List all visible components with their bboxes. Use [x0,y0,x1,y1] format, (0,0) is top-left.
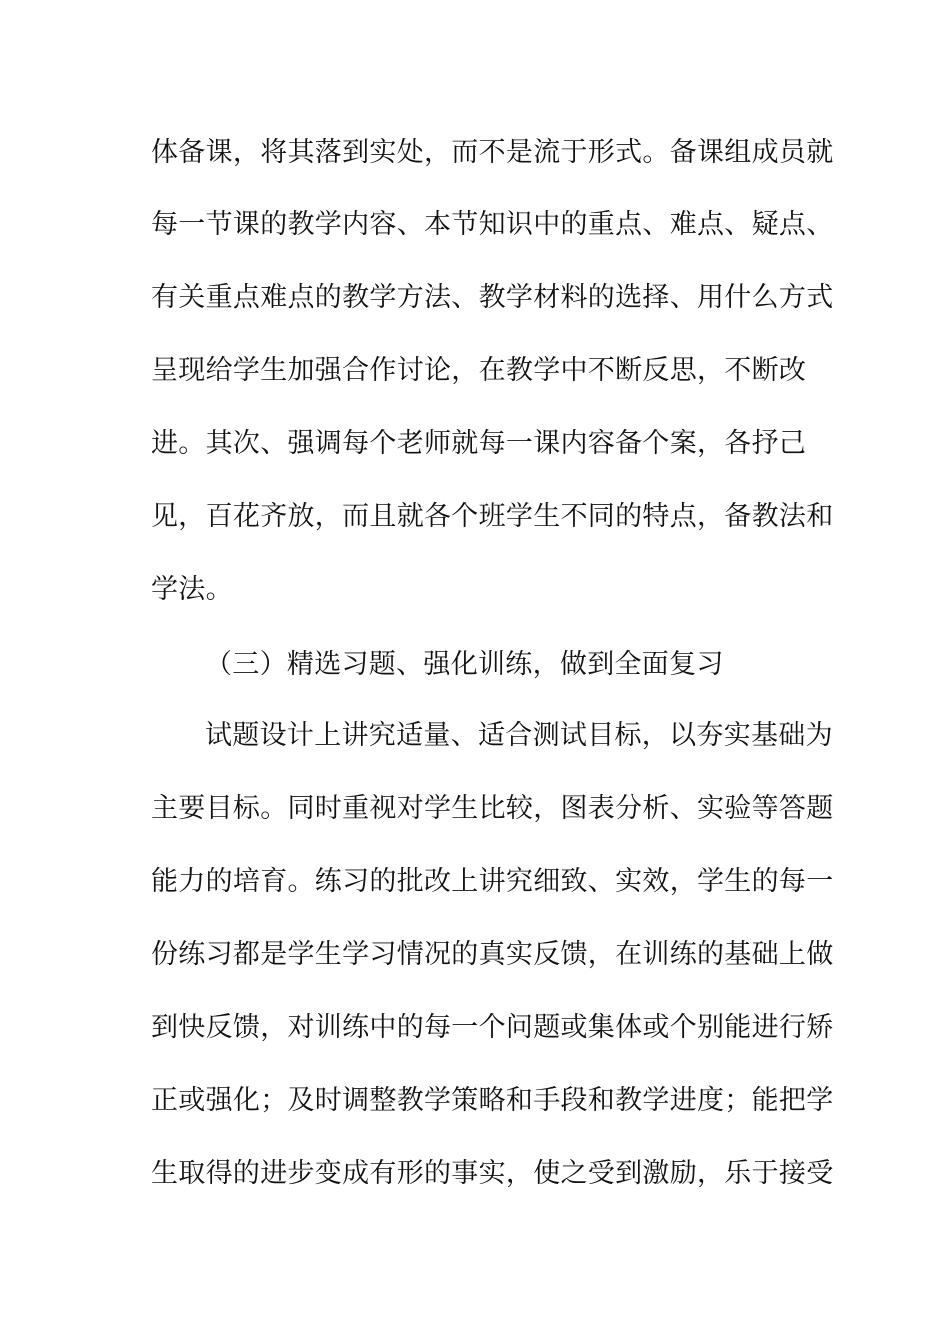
paragraph-line: 试题设计上讲究适量、适合测试目标，以夯实基础为 [205,720,833,751]
paragraph-line: 主要目标。同时重视对学生比较，图表分析、实验等答题 [151,793,834,824]
paragraph-line: 份练习都是学生学习情况的真实反馈，在训练的基础上做 [151,939,834,970]
paragraph-line: 学法。 [151,574,233,605]
paragraph-line: 呈现给学生加强合作讨论，在教学中不断反思，不断改 [151,355,807,386]
paragraph-line: 进。其次、强调每个老师就每一课内容备个案，各抒己 [151,428,807,459]
section-heading: （三）精选习题、强化训练，做到全面复习 [205,649,724,680]
paragraph-line: 生取得的进步变成有形的事实，使之受到激励，乐于接受 [151,1158,834,1189]
paragraph-line: 到快反馈，对训练中的每一个问题或集体或个别能进行矫 [151,1012,834,1043]
paragraph-line: 体备课，将其落到实处，而不是流于形式。备课组成员就 [151,137,834,168]
paragraph-line: 见，百花齐放，而且就各个班学生不同的特点，备教法和 [151,501,834,532]
paragraph-line: 有关重点难点的教学方法、教学材料的选择、用什么方式 [151,282,834,313]
paragraph-line: 能力的培育。练习的批改上讲究细致、实效，学生的每一 [151,866,834,897]
paragraph-line: 每一节课的教学内容、本节知识中的重点、难点、疑点、 [151,209,834,240]
paragraph-line: 正或强化；及时调整教学策略和手段和教学进度；能把学 [151,1085,834,1116]
